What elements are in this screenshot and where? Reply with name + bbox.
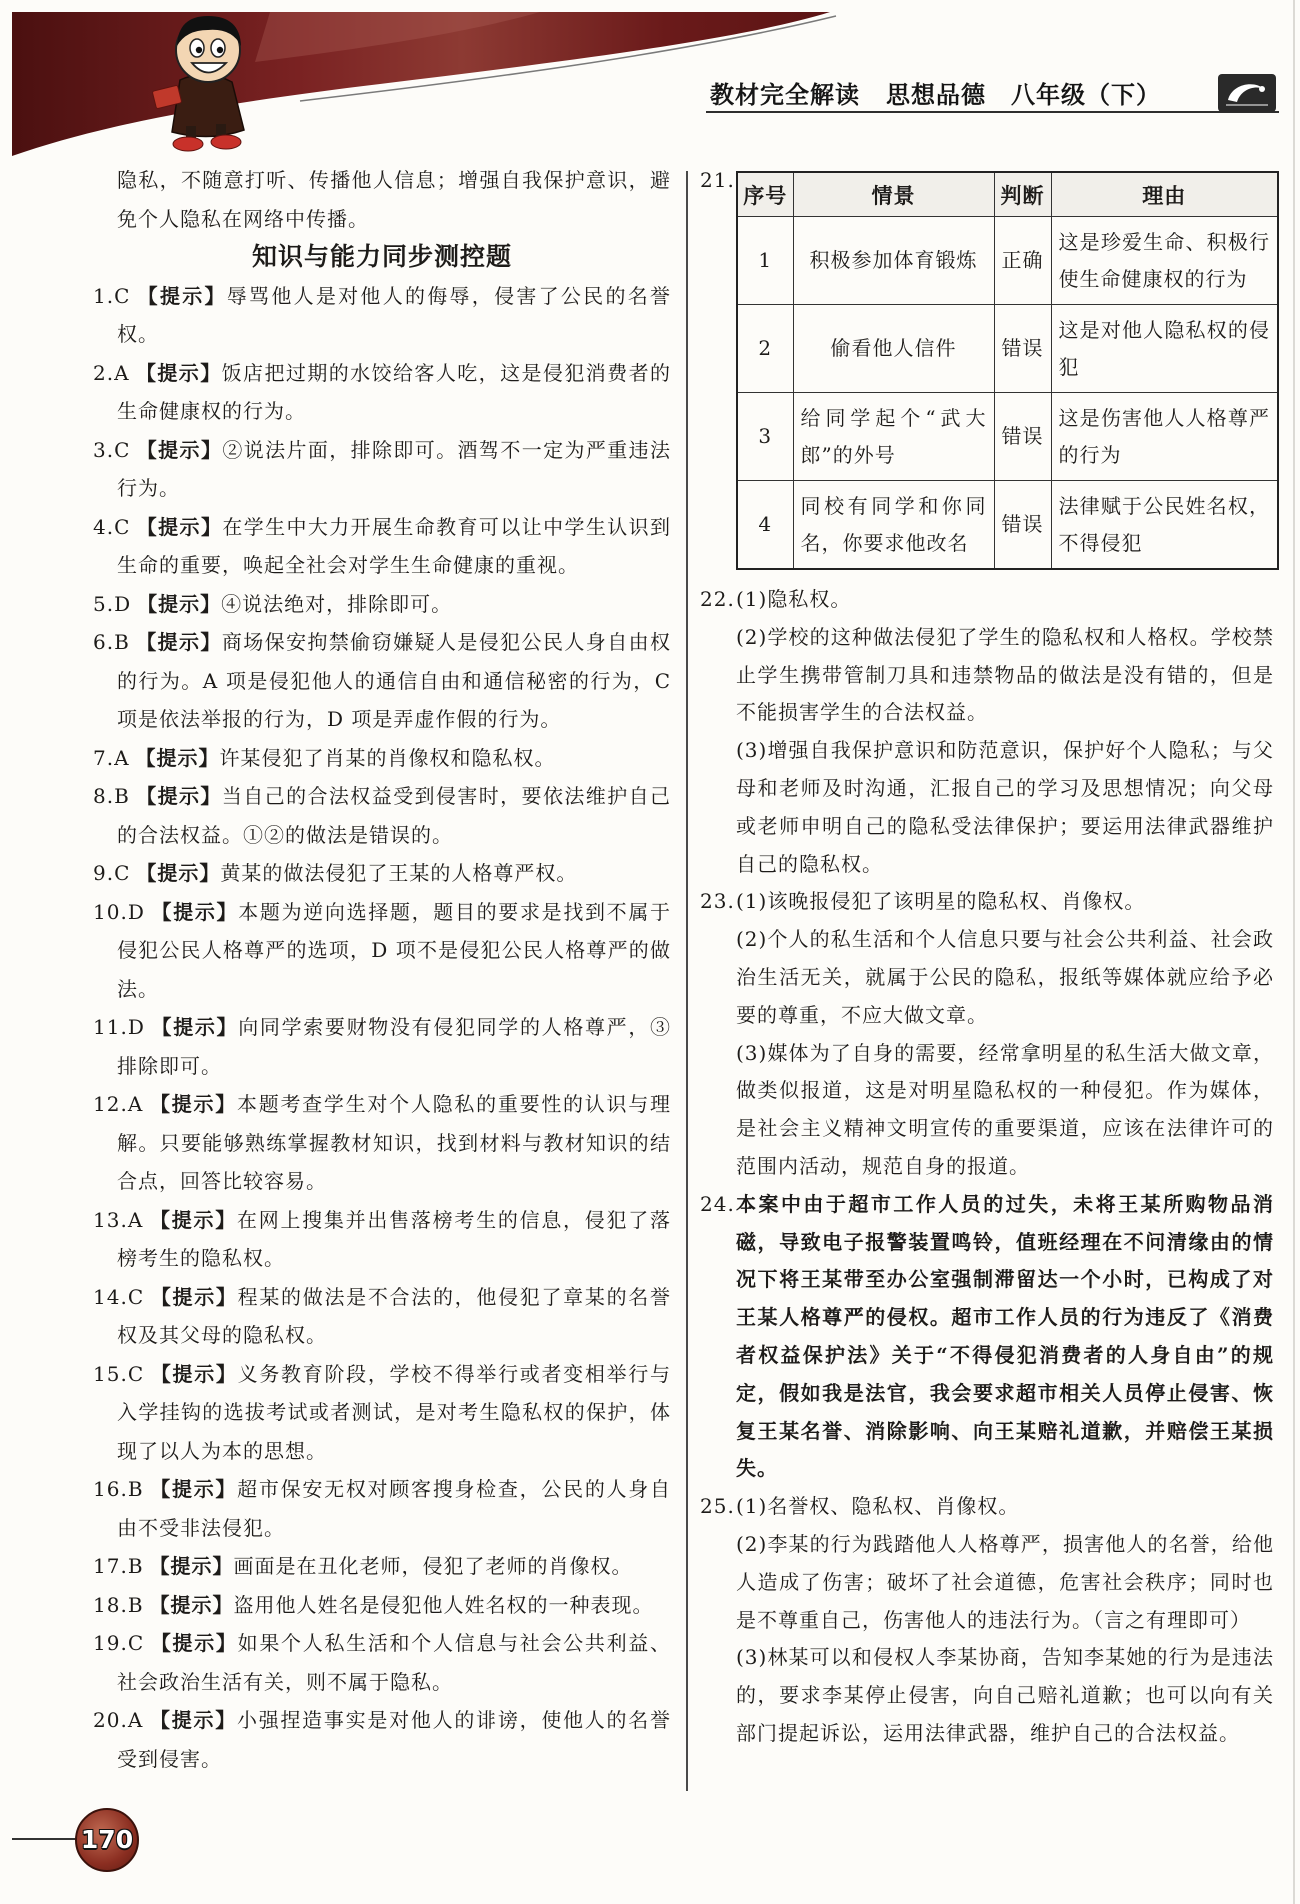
answer-text: 画面是在丑化老师，侵犯了老师的肖像权。 — [233, 1554, 633, 1578]
answer-part: (2)李某的行为践踏他人人格尊严，损害他人的名誉，给他人造成了伤害；破坏了社会道德，危害社会秩序；同时也是不尊重自己，伤害他人的违法行为。（言之有理即可） — [736, 1531, 1274, 1632]
answer-item — [700, 581, 1274, 883]
answer-number: 1. — [93, 283, 115, 308]
answer-choice: B — [127, 1592, 144, 1617]
answer-choice: A — [114, 360, 130, 385]
answer-text: 超市保安无权对顾客搜身检查，公民的人身自由不受非法侵犯。 — [117, 1477, 672, 1540]
continued-answer-text: 隐私，不随意打听、传播他人信息；增强自我保护意识，避免个人隐私在网络中传播。 — [117, 168, 671, 231]
header-book-title: 教材完全解读 — [710, 81, 860, 109]
answer-number: 20. — [93, 1708, 128, 1732]
answer-choice: D — [114, 591, 132, 616]
cell-scenario: 给同学起个“武大郎”的外号 — [793, 393, 994, 481]
answer-item — [93, 1085, 671, 1201]
answer-number: 12. — [93, 1092, 128, 1116]
question-number: 21. — [700, 168, 735, 192]
answer-text: 本题考查学生对个人隐私的重要性的认识与理解。只要能够熟练掌握教材知识，找到材料与教材知识的结合点，回答比较容易。 — [117, 1092, 672, 1193]
answer-number: 13. — [93, 1207, 128, 1232]
cell-scenario: 积极参加体育锻炼 — [793, 217, 994, 305]
answer-text: 向同学索要财物没有侵犯同学的人格尊严，③排除即可。 — [117, 1015, 672, 1078]
cell-judgement: 错误 — [994, 305, 1051, 393]
answer-text: 程某的做法是不合法的，他侵犯了章某的名誉权及其父母的隐私权。 — [117, 1284, 671, 1347]
answer-list — [93, 277, 671, 1779]
answer-number: 7. — [93, 745, 115, 770]
answer-choice: A — [127, 1092, 144, 1116]
table-row — [737, 305, 1278, 393]
answer-item — [700, 883, 1274, 1185]
answer-item — [93, 623, 671, 739]
answer-number: 16. — [93, 1477, 128, 1501]
hint-label: 【提示】 — [136, 861, 221, 885]
hint-label: 【提示】 — [136, 283, 227, 308]
hint-label: 【提示】 — [149, 1207, 237, 1232]
cell-reason: 法律赋于公民姓名权，不得侵犯 — [1051, 481, 1278, 570]
answer-item — [700, 1488, 1274, 1753]
answer-part: (2)学校的这种做法侵犯了学生的隐私权和人格权。学校禁止学生携带管制刀具和违禁物品的做法是没有错的，但是不能损害学生的合法权益。 — [736, 624, 1274, 725]
cell-judgement: 正确 — [994, 217, 1051, 305]
answer-text: 如果个人私生活和个人信息与社会公共利益、社会政治生活有关，则不属于隐私。 — [117, 1631, 671, 1694]
answer-item — [93, 1624, 671, 1701]
answer-item — [93, 585, 671, 624]
answer-item — [93, 431, 671, 508]
answer-item — [93, 1701, 671, 1778]
answer-item — [93, 854, 671, 893]
answer-text: 当自己的合法权益受到侵害时，要依法维护自己的合法权益。①②的做法是错误的。 — [117, 784, 672, 847]
answer-text: 盗用他人姓名是侵犯他人姓名权的一种表现。 — [233, 1592, 654, 1617]
answer-choice: A — [127, 1708, 144, 1732]
answer-item — [93, 508, 671, 585]
hint-label: 【提示】 — [150, 1284, 238, 1309]
answer-choice: C — [127, 1631, 145, 1655]
header-scenario: 情景 — [793, 172, 994, 217]
header-subject: 思想品德 — [886, 81, 986, 109]
answer-text: 辱骂他人是对他人的侮辱，侵害了公民的名誉权。 — [117, 283, 672, 346]
answer-item — [93, 1547, 671, 1586]
answer-choice: C — [127, 1284, 145, 1309]
page-number: 170 — [75, 1808, 139, 1872]
answer-item — [93, 354, 671, 431]
answer-part: (3)媒体为了自身的需要，经常拿明星的私生活大做文章，做类似报道，这是对明星隐私权的一种侵犯。作为媒体，是社会主义精神文明宣传的重要渠道，应该在法律许可的范围内活动，规范自身的报道。 — [736, 1040, 1274, 1178]
answer-text: 小强捏造事实是对他人的诽谤，使他人的名誉受到侵害。 — [117, 1708, 672, 1771]
hint-label: 【提示】 — [136, 437, 223, 462]
footer-rule — [12, 1838, 82, 1840]
answer-text: 许某侵犯了肖某的肖像权和隐私权。 — [219, 745, 556, 770]
answer-number: 8. — [93, 784, 115, 808]
hint-label: 【提示】 — [150, 1631, 238, 1655]
answer-choice: B — [127, 1477, 144, 1501]
answer-part: (1)隐私权。 — [736, 587, 852, 611]
cell-number: 2 — [737, 305, 793, 393]
answer-text: 黄某的做法侵犯了王某的人格尊严权。 — [220, 861, 578, 885]
answer-item — [93, 1586, 671, 1625]
answer-number: 24. — [700, 1191, 735, 1216]
section-title: 知识与能力同步测控题 — [251, 242, 512, 271]
mascot-icon — [150, 8, 260, 158]
answer-item — [700, 1186, 1274, 1488]
hint-label: 【提示】 — [135, 745, 220, 770]
answer-item — [93, 1355, 671, 1471]
answer-text: 在学生中大力开展生命教育可以让中学生认识到生命的重要，唤起全社会对学生生命健康的重视。 — [117, 514, 672, 577]
left-column — [93, 161, 671, 1778]
cell-number: 1 — [737, 217, 793, 305]
answer-number: 2. — [93, 360, 115, 385]
answer-number: 15. — [93, 1361, 128, 1386]
answer-item — [93, 1278, 671, 1355]
header-judgement: 判断 — [994, 172, 1051, 217]
answer-part: (2)个人的私生活和个人信息只要与社会公共利益、社会政治生活无关，就属于公民的隐私，报纸等媒体就应给予必要的尊重，不应大做文章。 — [736, 927, 1274, 1027]
answer-choice: C — [114, 437, 131, 462]
q21-table — [736, 171, 1279, 570]
cell-reason: 这是伤害他人人格尊严的行为 — [1051, 393, 1278, 481]
answer-choice: D — [127, 1015, 145, 1039]
answer-number: 5. — [93, 591, 115, 616]
right-answer-list — [700, 581, 1274, 1753]
answer-item — [93, 1008, 671, 1085]
answer-text: ②说法片面，排除即可。酒驾不一定为严重违法行为。 — [117, 437, 672, 500]
answer-choice: D — [127, 899, 145, 924]
answer-part: (1)名誉权、隐私权、肖像权。 — [736, 1494, 1020, 1519]
cell-judgement: 错误 — [994, 393, 1051, 481]
cell-judgement: 错误 — [994, 481, 1051, 570]
answer-item — [93, 1470, 671, 1547]
answer-part: (3)林某可以和侵权人李某协商，告知李某她的行为是违法的，要求李某停止侵害，向自己赔礼道歉；也可以向有关部门提起诉讼，运用法律武器，维护自己的合法权益。 — [736, 1645, 1274, 1745]
answer-number: 6. — [93, 630, 115, 654]
hint-label: 【提示】 — [135, 360, 222, 385]
answer-choice: C — [114, 861, 131, 885]
answer-item — [93, 893, 671, 1009]
hint-label: 【提示】 — [149, 1592, 234, 1617]
answer-choice: B — [114, 784, 130, 808]
cell-number: 3 — [737, 393, 793, 481]
cell-scenario: 偷看他人信件 — [793, 305, 994, 393]
hint-label: 【提示】 — [150, 1015, 239, 1039]
answer-number: 11. — [93, 1015, 128, 1039]
answer-number: 17. — [93, 1554, 128, 1578]
answer-choice: C — [114, 283, 131, 308]
table-row — [737, 481, 1278, 570]
answer-number: 18. — [93, 1592, 128, 1617]
answer-choice: A — [114, 745, 130, 770]
answer-text: 商场保安拘禁偷窃嫌疑人是侵犯公民人身自由权的行为。A 项是侵犯他人的通信自由和通信秘密的行为，C 项是依法举报的行为，D 项是弄虚作假的行为。 — [117, 630, 672, 731]
cell-number: 4 — [737, 481, 793, 570]
publisher-logo-icon — [1218, 74, 1276, 112]
table-row — [737, 217, 1278, 305]
answer-part: (1)该晚报侵犯了该明星的隐私权、肖像权。 — [736, 889, 1146, 914]
header-reason: 理由 — [1051, 172, 1278, 217]
answer-choice: B — [114, 630, 130, 654]
table-header-row — [737, 172, 1278, 217]
hint-label: 【提示】 — [149, 1477, 238, 1501]
answer-text: 义务教育阶段，学校不得举行或者变相举行与入学挂钩的选拔考试或者测试，是对考生隐私权的保护，体现了以人为本的思想。 — [117, 1361, 671, 1463]
hint-label: 【提示】 — [135, 784, 222, 808]
answer-number: 25. — [700, 1494, 735, 1519]
answer-number: 19. — [93, 1631, 128, 1655]
hint-label: 【提示】 — [150, 1361, 238, 1386]
answer-number: 10. — [93, 899, 128, 924]
header-grade: 八年级（下） — [1011, 81, 1161, 109]
answer-item — [93, 277, 671, 354]
cell-reason: 这是对他人隐私权的侵犯 — [1051, 305, 1278, 393]
hint-label: 【提示】 — [149, 1554, 234, 1578]
hint-label: 【提示】 — [149, 1092, 237, 1116]
answer-item — [93, 1201, 671, 1278]
answer-part: (3)增强自我保护意识和防范意识，保护好个人隐私；与父母和老师及时沟通，汇报自己的学习及思想情况；向父母或老师申明自己的隐私受法律保护；要运用法律武器维护自己的隐私权。 — [736, 738, 1274, 876]
hint-label: 【提示】 — [136, 514, 223, 539]
header-rule — [706, 111, 1279, 113]
header-number: 序号 — [737, 172, 793, 217]
answer-text: 饭店把过期的水饺给客人吃，这是侵犯消费者的生命健康权的行为。 — [117, 360, 672, 423]
cell-reason: 这是珍爱生命、积极行使生命健康权的行为 — [1051, 217, 1278, 305]
column-divider — [686, 171, 688, 1791]
page-edge-shade — [1293, 0, 1295, 1904]
answer-choice: B — [127, 1554, 144, 1578]
table-body — [737, 217, 1278, 570]
answer-number: 22. — [700, 587, 735, 611]
answer-number: 14. — [93, 1284, 128, 1309]
hint-label: 【提示】 — [135, 630, 222, 654]
answer-text: 在网上搜集并出售落榜考生的信息，侵犯了落榜考生的隐私权。 — [117, 1207, 672, 1270]
answer-number: 9. — [93, 861, 115, 885]
hint-label: 【提示】 — [150, 899, 239, 924]
answer-part: 本案中由于超市工作人员的过失，未将王某所购物品消磁，导致电子报警装置鸣铃，值班经理在不问清缘由的情况下将王某带至办公室强制滞留达一个小时，已构成了对王某人格尊严的侵权。超市工作人员的行为违反了《消费者权益保护法》关于“不得侵犯消费者的人身自由”的规定，假如我是法官，我会要求超市相关人员停止侵害、恢复王某名誉、消除影响、向王某赔礼道歉，并赔偿王某损失。 — [736, 1191, 1274, 1481]
answer-text: ④说法绝对，排除即可。 — [221, 591, 453, 616]
answer-choice: A — [127, 1207, 144, 1232]
hint-label: 【提示】 — [137, 591, 222, 616]
answer-text: 本题为逆向选择题，题目的要求是找到不属于侵犯公民人格尊严的选项，D 项不是侵犯公民人格尊严的做法。 — [117, 899, 672, 1001]
answer-choice: C — [114, 514, 131, 539]
answer-choice: C — [127, 1361, 145, 1386]
answer-number: 4. — [93, 514, 115, 539]
cell-scenario: 同校有同学和你同名，你要求他改名 — [793, 481, 994, 570]
hint-label: 【提示】 — [149, 1708, 237, 1732]
answer-number: 23. — [700, 889, 735, 914]
answer-item — [93, 777, 671, 854]
answer-number: 3. — [93, 437, 115, 462]
answer-item — [93, 739, 671, 778]
table-row — [737, 393, 1278, 481]
